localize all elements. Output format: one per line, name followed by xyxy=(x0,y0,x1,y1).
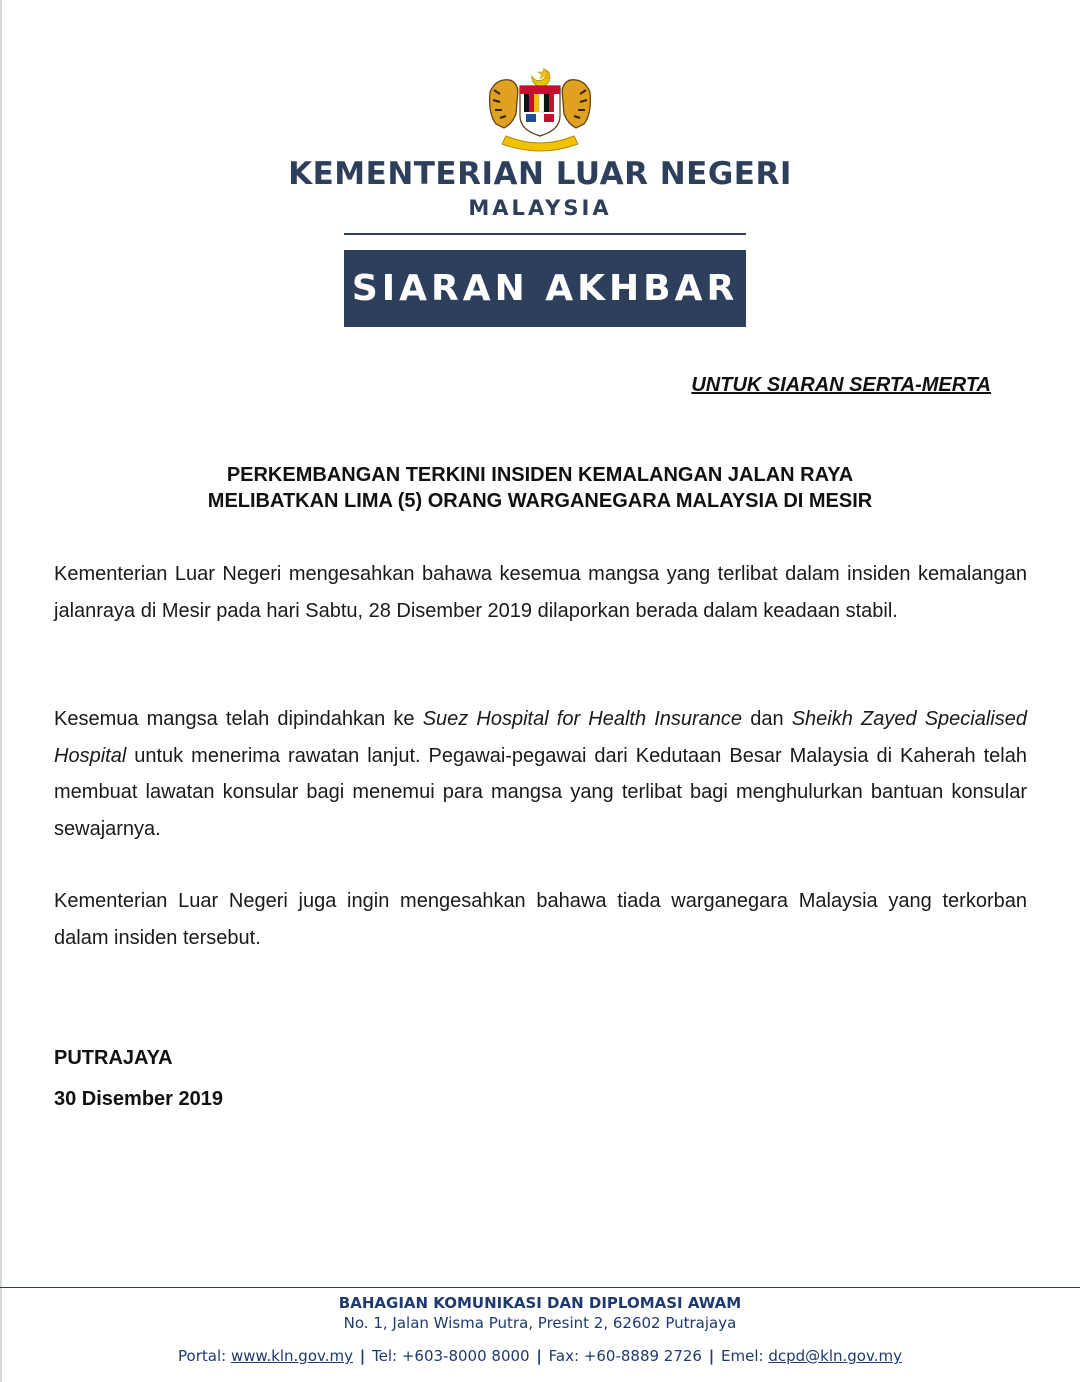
fax-value: +60-8889 2726 xyxy=(583,1347,702,1365)
footer-address: No. 1, Jalan Wisma Putra, Presint 2, 62602 Putrajaya xyxy=(343,1314,737,1332)
signoff-place: PUTRAJAYA xyxy=(54,1047,173,1069)
hospital-name-1: Suez Hospital for Health Insurance xyxy=(422,708,743,730)
separator: | xyxy=(359,1347,366,1365)
fax-label: Fax: xyxy=(548,1347,584,1365)
headline xyxy=(54,462,1026,514)
paragraph-2-text-2: dan xyxy=(742,708,792,730)
footer-division: BAHAGIAN KOMUNIKASI DAN DIPLOMASI AWAM xyxy=(338,1294,742,1312)
banner-label: SIARAN AKHBAR xyxy=(351,268,739,309)
portal-link[interactable]: www.kln.gov.my xyxy=(230,1347,353,1365)
paragraph-2-text-1: Kesemua mangsa telah dipindahkan ke xyxy=(54,708,423,730)
headline-line-2: MELIBATKAN LIMA (5) ORANG WARGANEGARA MALAYSIA DI MESIR xyxy=(207,490,873,512)
body-paragraph-1: Kementerian Luar Negeri mengesahkan bahawa kesemua mangsa yang terlibat dalam insiden kemalangan jalanraya di Mesir pada hari Sabtu, 28 Disember 2019 dilaporkan berada dalam keadaan stabil. xyxy=(54,563,1027,622)
header-divider xyxy=(344,233,746,235)
separator: | xyxy=(708,1347,715,1365)
press-release-banner xyxy=(344,250,746,327)
ministry-country: MALAYSIA xyxy=(468,196,612,220)
release-tag: UNTUK SIARAN SERTA-MERTA xyxy=(691,374,991,396)
footer-divider xyxy=(0,1287,1080,1288)
body-paragraph-3: Kementerian Luar Negeri juga ingin mengesahkan bahawa tiada warganegara Malaysia yang terkorban dalam insiden tersebut. xyxy=(54,890,1027,949)
paragraph-2-text-3: untuk menerima rawatan lanjut. Pegawai-pegawai dari Kedutaan Besar Malaysia di Kaherah telah membuat lawatan konsular bagi menemui para mangsa yang terlibat bagi menghulurkan bantuan konsular sewajarnya. xyxy=(54,744,1027,840)
tel-label: Tel: xyxy=(372,1347,402,1365)
headline-line-1: PERKEMBANGAN TERKINI INSIDEN KEMALANGAN JALAN RAYA xyxy=(226,464,854,486)
portal-label: Portal: xyxy=(178,1347,231,1365)
separator: | xyxy=(536,1347,542,1365)
email-link[interactable]: dcpd@kln.gov.my xyxy=(768,1347,902,1365)
email-label: Emel: xyxy=(721,1347,769,1365)
body-paragraph-2 xyxy=(54,701,1027,847)
malaysia-coat-of-arms-icon xyxy=(480,62,600,154)
tel-value: +603-8000 8000 xyxy=(401,1347,530,1365)
ministry-name: KEMENTERIAN LUAR NEGERI xyxy=(288,156,792,192)
hospital-name-2: Sheikh Zayed Specialised Hospital xyxy=(54,708,1027,767)
footer-contacts xyxy=(0,1347,1080,1365)
signoff-date: 30 Disember 2019 xyxy=(54,1088,224,1110)
